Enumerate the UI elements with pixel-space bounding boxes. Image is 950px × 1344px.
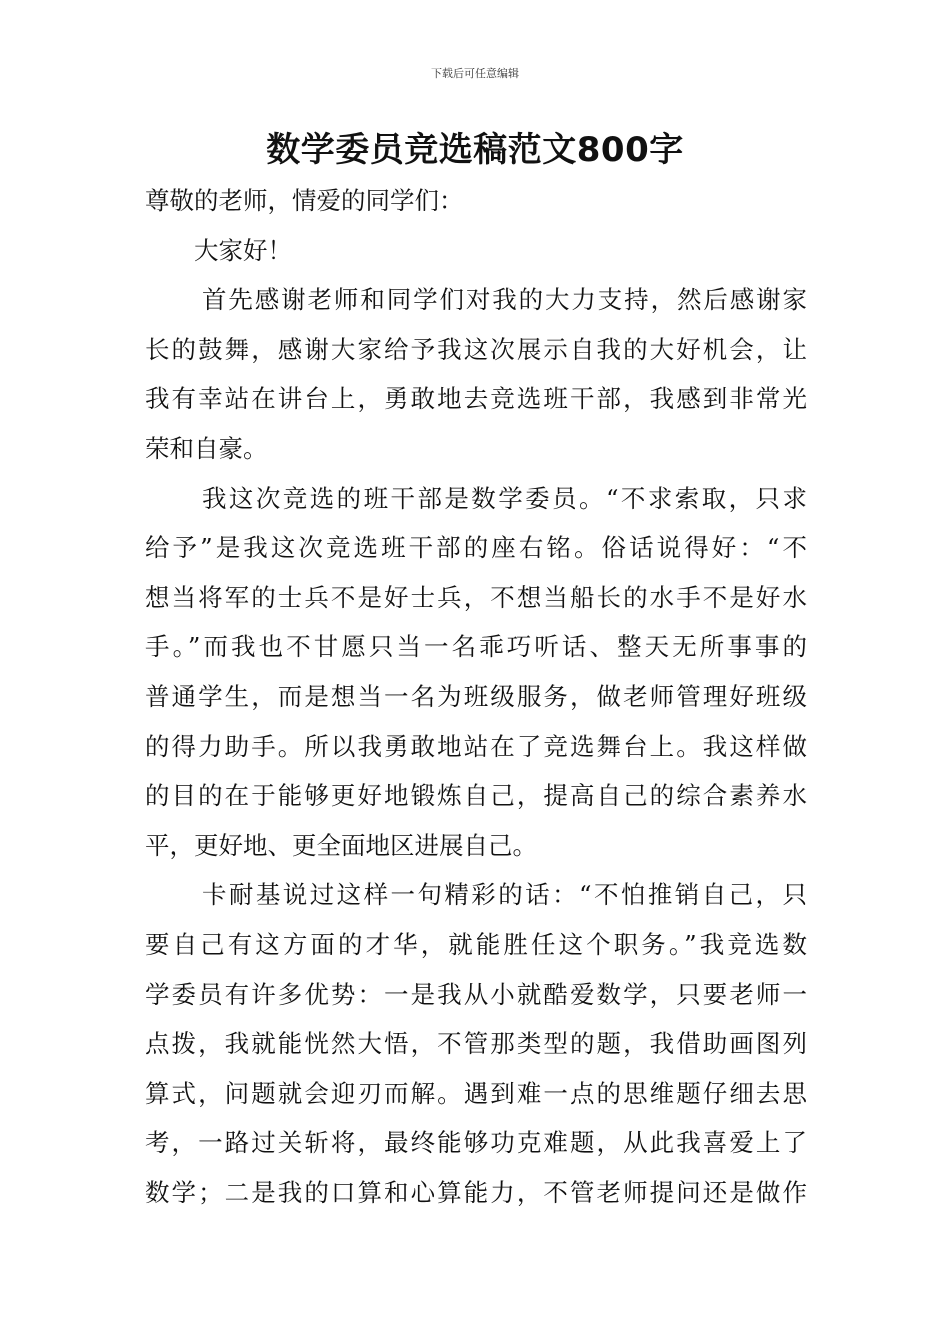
paragraph-2-line-2: 给予”是我这次竞选班干部的座右铭。俗话说得好：“不 [145,533,807,563]
greeting2-line: 大家好！ [194,235,292,265]
paragraph-3-line-7: 数学；二是我的口算和心算能力，不管老师提问还是做作 [145,1177,807,1207]
paragraph-2-line-3: 想当将军的士兵不是好士兵，不想当船长的水手不是好水 [145,582,807,612]
header-note: 下载后可任意编辑 [431,67,519,80]
paragraph-2-line-7: 的目的在于能够更好地锻炼自己，提高自己的综合素养水 [145,781,807,811]
paragraph-3-line-5: 算式，问题就会迎刃而解。遇到难一点的思维题仔细去思 [145,1078,807,1108]
paragraph-3-line-1: 卡耐基说过这样一句精彩的话：“不怕推销自己，只 [202,880,807,910]
paragraph-1-line-1: 首先感谢老师和同学们对我的大力支持，然后感谢家 [202,285,807,315]
paragraph-3-line-6: 考，一路过关斩将，最终能够功克难题，从此我喜爱上了 [145,1128,807,1158]
paragraph-2-line-6: 的得力助手。所以我勇敢地站在了竞选舞台上。我这样做 [145,731,807,761]
page-title: 数学委员竞选稿范文800字 [266,130,684,170]
paragraph-1-line-4: 荣和自豪。 [145,433,268,463]
paragraph-3-line-4: 点拨，我就能恍然大悟，不管那类型的题，我借助画图列 [145,1029,807,1059]
greeting-line: 尊敬的老师，情爱的同学们： [145,186,464,215]
paragraph-2-line-4: 手。”而我也不甘愿只当一名乖巧听话、整天无所事事的 [145,632,807,662]
paragraph-2-line-1: 我这次竞选的班干部是数学委员。“不求索取，只求 [202,483,807,513]
paragraph-1-line-3: 我有幸站在讲台上，勇敢地去竞选班干部，我感到非常光 [145,384,807,414]
paragraph-3-line-3: 学委员有许多优势：一是我从小就酷爱数学，只要老师一 [145,979,807,1009]
paragraph-2-line-5: 普通学生，而是想当一名为班级服务，做老师管理好班级 [145,681,807,711]
paragraph-3-line-2: 要自己有这方面的才华，就能胜任这个职务。”我竞选数 [145,929,807,959]
paragraph-2-line-8: 平，更好地、更全面地区进展自己。 [145,830,537,860]
paragraph-1-line-2: 长的鼓舞，感谢大家给予我这次展示自我的大好机会，让 [145,334,807,364]
body-text [145,176,807,1217]
